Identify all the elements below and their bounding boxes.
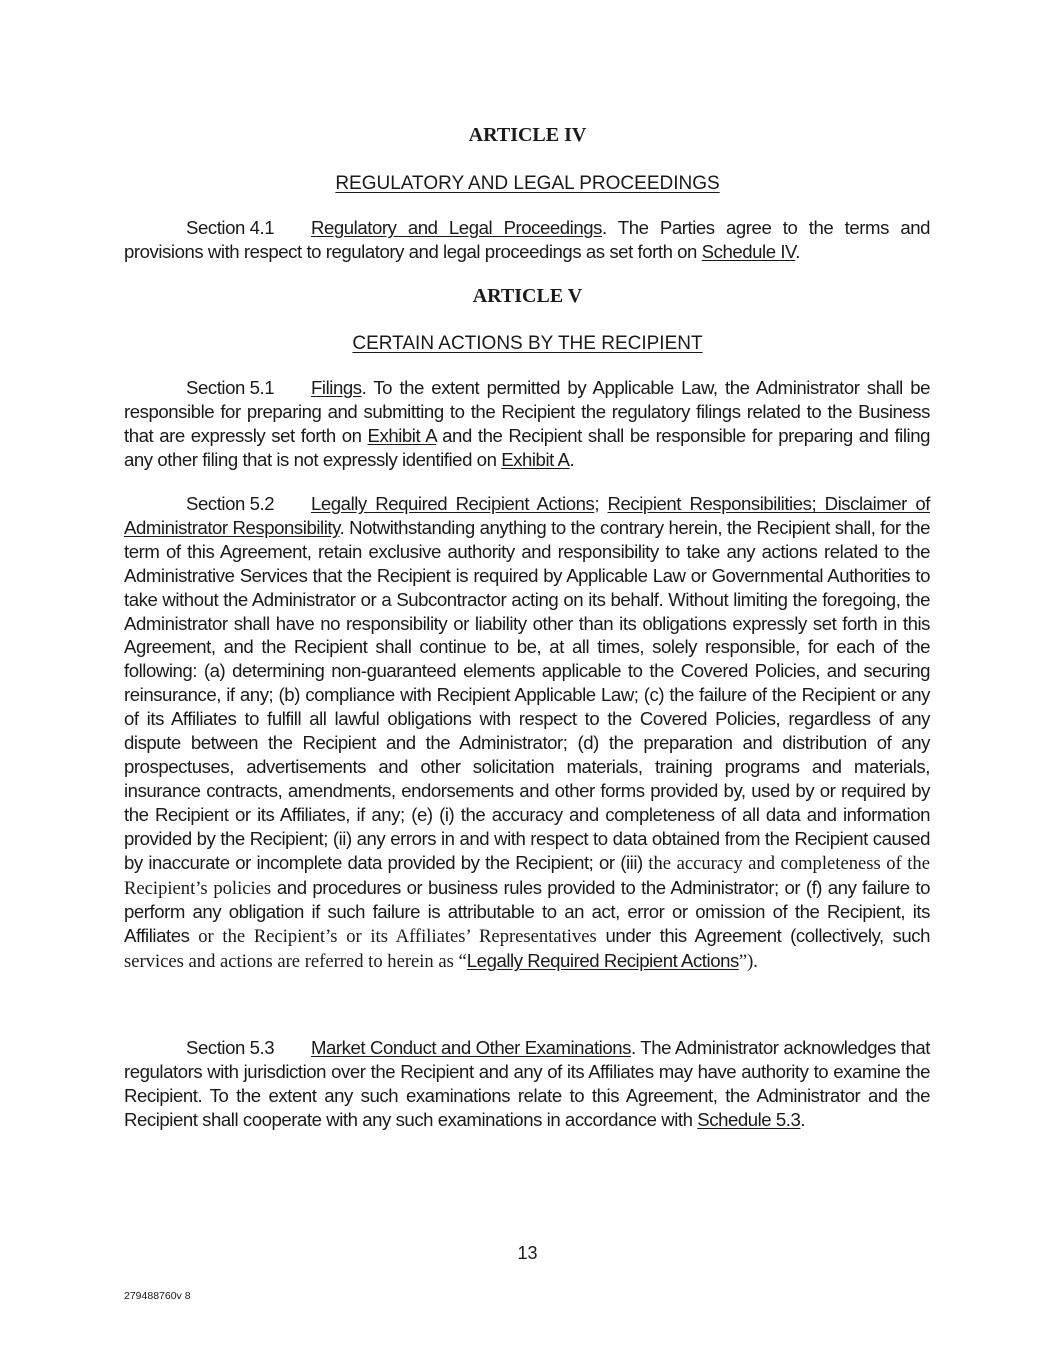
section-text: . To the extent permitted by Applicable Law, the Administrator shall be responsible for preparing and submitting to the Recipient the regulatory filings related to the Business that are expressly set forth on — [124, 377, 930, 446]
section-number: Section 5.2 — [186, 493, 275, 514]
section-text: . The Administrator acknowledges that regulators with jurisdiction over the Recipient and any of its Affiliates may have authority to examine the Recipient. To the extent any such examinations relate to this Agreement, the Administrator and the Recipient shall cooperate with any such examinations in accordance with — [124, 1037, 930, 1130]
section-5-3 — [124, 1036, 930, 1132]
section-4-1 — [124, 216, 930, 264]
section-text: and the Recipient shall be responsible for preparing and filing any other filing that is not expressly identified on — [124, 424, 930, 470]
article-v-title: ARTICLE V — [472, 285, 583, 307]
schedule-5-3-reference: Schedule 5.3 — [697, 1108, 801, 1130]
section-text: . Notwithstanding anything to the contrary herein, the Recipient shall, for the term of this Agreement, retain exclusive authority and responsibility to take any actions related to the Administrative Services that the Recipient is required by Applicable Law or Governmental Authorities to take without the Administrator or a Subcontractor acting on its behalf. Without limiting the foregoing, the Administrator shall have no responsibility or liability other than its obligations expressly set forth in this Agreement, and the Recipient shall continue to be, at all times, solely responsible, for each of the following: (a) determining non-guaranteed elements applicable to the Covered Policies, and securing reinsurance, if any; (b) compliance with Recipient Applicable Law; (c) the failure of the Recipient or any of its Affiliates to fulfill all lawful obligations with respect to the Covered Policies, regardless of any dispute between the Recipient and the Administrator; (d) the preparation and distribution of any prospectuses, advertisements and other solicitation materials, training programs and materials, insurance contracts, amendments, endorsements and other forms provided by, used by or required by the Recipient or its Affiliates, if any; (e) (i) the accuracy and completeness of all data and information provided by the Recipient; (ii) any errors in and with respect to data obtained from the Recipient caused by inaccurate or incomplete data provided by the Recipient; or (iii) — [124, 516, 930, 873]
section-text-end: . — [569, 448, 575, 470]
article-iv-title: ARTICLE IV — [468, 124, 587, 146]
section-number: Section 5.1 — [186, 377, 275, 398]
section-text: and procedures or business rules provided to the Administrator; or (f) any failure to perform any obligation if such failure is attributable to an act, error or omission of the Recipient, its Affiliates — [124, 876, 930, 947]
section-text-serif: the accuracy and completeness of the Recipient’s policies — [124, 852, 930, 899]
section-text-end: . — [800, 1108, 806, 1130]
exhibit-a-reference: Exhibit A — [367, 424, 437, 446]
heading-separator: ; — [594, 493, 608, 514]
section-text-serif: services and actions are referred to herein as “ — [124, 951, 467, 973]
section-5-2 — [124, 492, 930, 974]
section-number: Section 5.3 — [186, 1037, 275, 1058]
article-iv-subtitle: REGULATORY AND LEGAL PROCEEDINGS — [335, 173, 720, 194]
section-5-1 — [124, 376, 930, 472]
section-text-serif: ”). — [738, 951, 758, 973]
exhibit-a-reference: Exhibit A — [501, 448, 570, 470]
section-number: Section 4.1 — [186, 217, 275, 238]
document-id: 279488760v 8 — [124, 1290, 191, 1302]
section-text: . The Parties agree to the terms and provisions with respect to regulatory and legal proceedings as set forth on — [124, 217, 930, 262]
schedule-iv-reference: Schedule IV — [701, 240, 796, 262]
article-v-subtitle: CERTAIN ACTIONS BY THE RECIPIENT — [352, 333, 703, 354]
section-heading: Market Conduct and Other Examinations — [311, 1037, 631, 1058]
section-text-end: . — [795, 240, 801, 262]
defined-term: Legally Required Recipient Actions — [466, 950, 739, 972]
page-number: 13 — [517, 1243, 538, 1263]
section-text: under this Agreement (collectively, such — [596, 925, 931, 947]
section-heading: Regulatory and Legal Proceedings — [311, 217, 602, 238]
section-heading: Filings — [311, 377, 362, 398]
section-text-serif: or the Recipient’s or its Affiliates’ Representatives — [198, 926, 597, 948]
section-heading: Legally Required Recipient Actions — [311, 493, 595, 514]
section-heading: Recipient Responsibilities; Disclaimer of Administrator Responsibility — [124, 493, 931, 538]
